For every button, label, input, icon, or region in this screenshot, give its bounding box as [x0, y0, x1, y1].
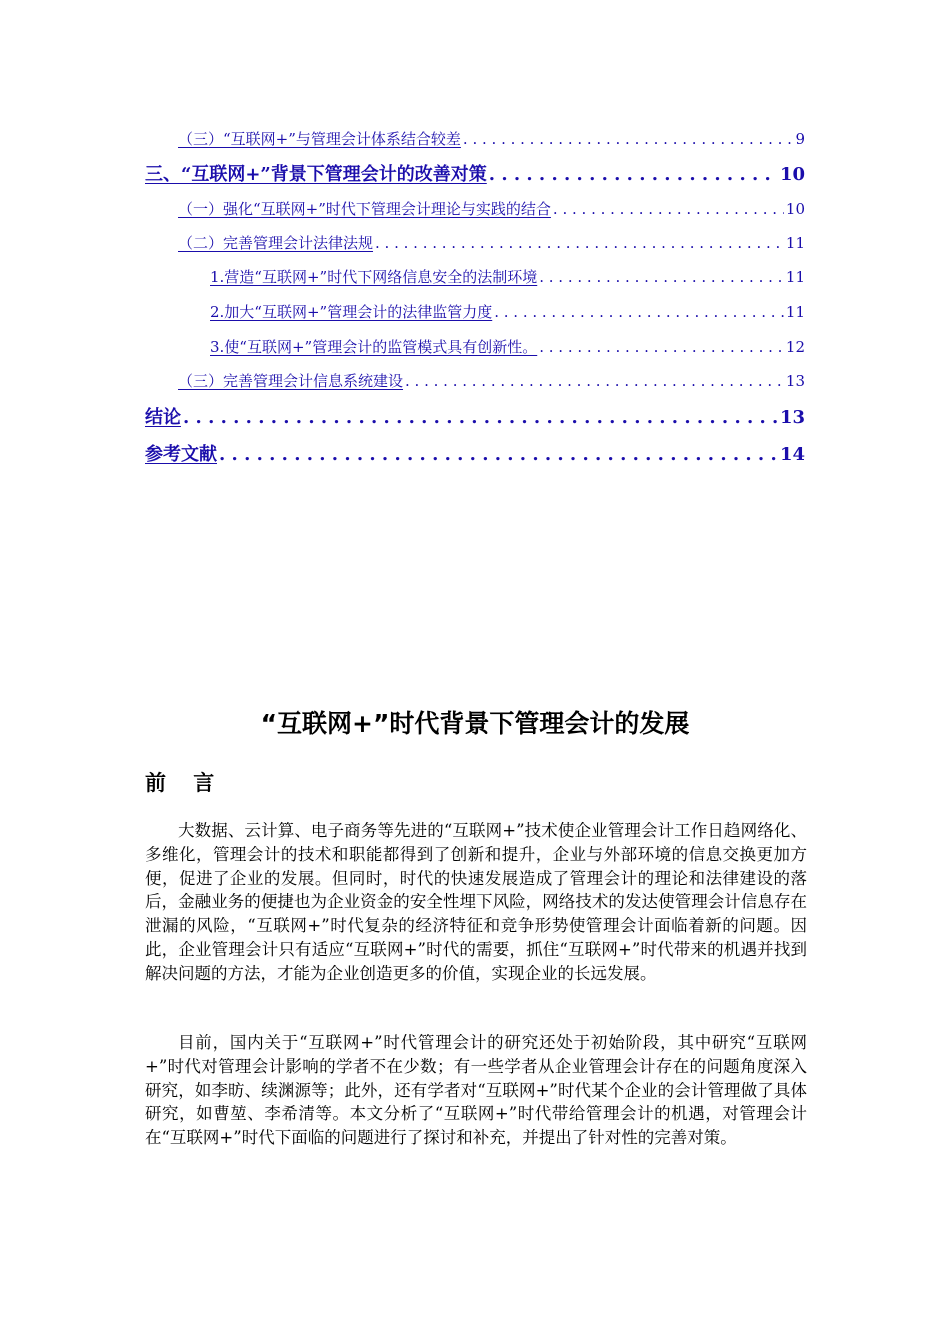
- toc-entry-label: （三）“互联网+”与管理会计体系结合较差: [178, 130, 461, 148]
- toc-entry-subsection-3-2-1[interactable]: [0, 266, 805, 287]
- toc-entry-label: 1.营造“互联网+”时代下网络信息安全的法制环境: [210, 268, 538, 286]
- toc-page-number: 13: [785, 372, 805, 390]
- toc-entry-section-2-3[interactable]: [0, 128, 805, 149]
- toc-dot-leader: [494, 303, 784, 321]
- toc-page-number: 10: [785, 200, 805, 218]
- toc-entry-label: 3.使“互联网+”管理会计的监管模式具有创新性。: [210, 338, 538, 356]
- toc-page-number: 9: [795, 130, 805, 148]
- toc-page-number: 11: [785, 234, 805, 252]
- document-title: “互联网+”时代背景下管理会计的发展: [260, 709, 690, 738]
- toc-page-number: 11: [785, 268, 805, 286]
- section-heading-preface: 前 言: [145, 771, 225, 795]
- toc-entry-section-3-1[interactable]: [0, 198, 805, 219]
- toc-dot-leader: [539, 268, 784, 286]
- toc-page-number: 12: [785, 338, 805, 356]
- toc-dot-leader: [463, 130, 794, 148]
- toc-page-number: 13: [779, 407, 805, 428]
- toc-dot-leader: [489, 164, 778, 185]
- toc-entry-label: 三、“互联网+”背景下管理会计的改善对策: [145, 164, 487, 185]
- toc-entry-label: 2.加大“互联网+”管理会计的法律监管力度: [210, 303, 493, 321]
- toc-entry-label: （一）强化“互联网+”时代下管理会计理论与实践的结合: [178, 200, 551, 218]
- toc-entry-section-3-2[interactable]: [0, 232, 805, 253]
- toc-entry-subsection-3-2-3[interactable]: [0, 336, 805, 357]
- toc-dot-leader: [183, 407, 778, 428]
- toc-dot-leader: [553, 200, 784, 218]
- toc-page-number: 14: [779, 444, 805, 465]
- toc-entry-subsection-3-2-2[interactable]: [0, 301, 805, 322]
- toc-entry-label: 结论: [145, 407, 181, 428]
- toc-entry-references[interactable]: [0, 440, 805, 466]
- toc-entry-label: （二）完善管理会计法律法规: [178, 234, 374, 252]
- toc-entry-conclusion[interactable]: [0, 403, 805, 429]
- body-paragraph: 大数据、云计算、电子商务等先进的“互联网+”技术使企业管理会计工作日趋网络化、多维化，管理会计的技术和职能都得到了创新和提升，企业与外部环境的信息交换更加方便，促进了企业的发展。但同时，时代的快速发展造成了管理会计的理论和法律建设的落后，金融业务的便捷也为企业资金的安全性埋下风险，网络技术的发达使管理会计信息存在泄漏的风险，“互联网+”时代复杂的经济特征和竞争形势使管理会计面临着新的问题。因此，企业管理会计只有适应“互联网+”时代的需要，抓住“互联网+”时代带来的机遇并找到解决问题的方法，才能为企业创造更多的价值，实现企业的长远发展。: [145, 821, 807, 983]
- body-paragraph: 目前，国内关于“互联网+”时代管理会计的研究还处于初始阶段，其中研究“互联网+”时代对管理会计影响的学者不在少数；有一些学者从企业管理会计存在的问题角度深入研究，如李昉、续渊源等；此外，还有学者对“互联网+”时代某个企业的会计管理做了具体研究，如曹堃、李希清等。本文分析了“互联网+”时代带给管理会计的机遇，对管理会计在“互联网+”时代下面临的问题进行了探讨和补充，并提出了针对性的完善对策。: [145, 1033, 807, 1148]
- toc-dot-leader: [219, 444, 778, 465]
- toc-page-number: 10: [779, 164, 805, 185]
- toc-dot-leader: [539, 338, 784, 356]
- toc-entry-chapter-3[interactable]: [0, 160, 805, 186]
- toc-entry-label: （三）完善管理会计信息系统建设: [178, 372, 404, 390]
- toc-dot-leader: [375, 234, 784, 252]
- toc-entry-section-3-3[interactable]: [0, 370, 805, 391]
- toc-dot-leader: [405, 372, 784, 390]
- toc-entry-label: 参考文献: [145, 444, 217, 465]
- toc-page-number: 11: [785, 303, 805, 321]
